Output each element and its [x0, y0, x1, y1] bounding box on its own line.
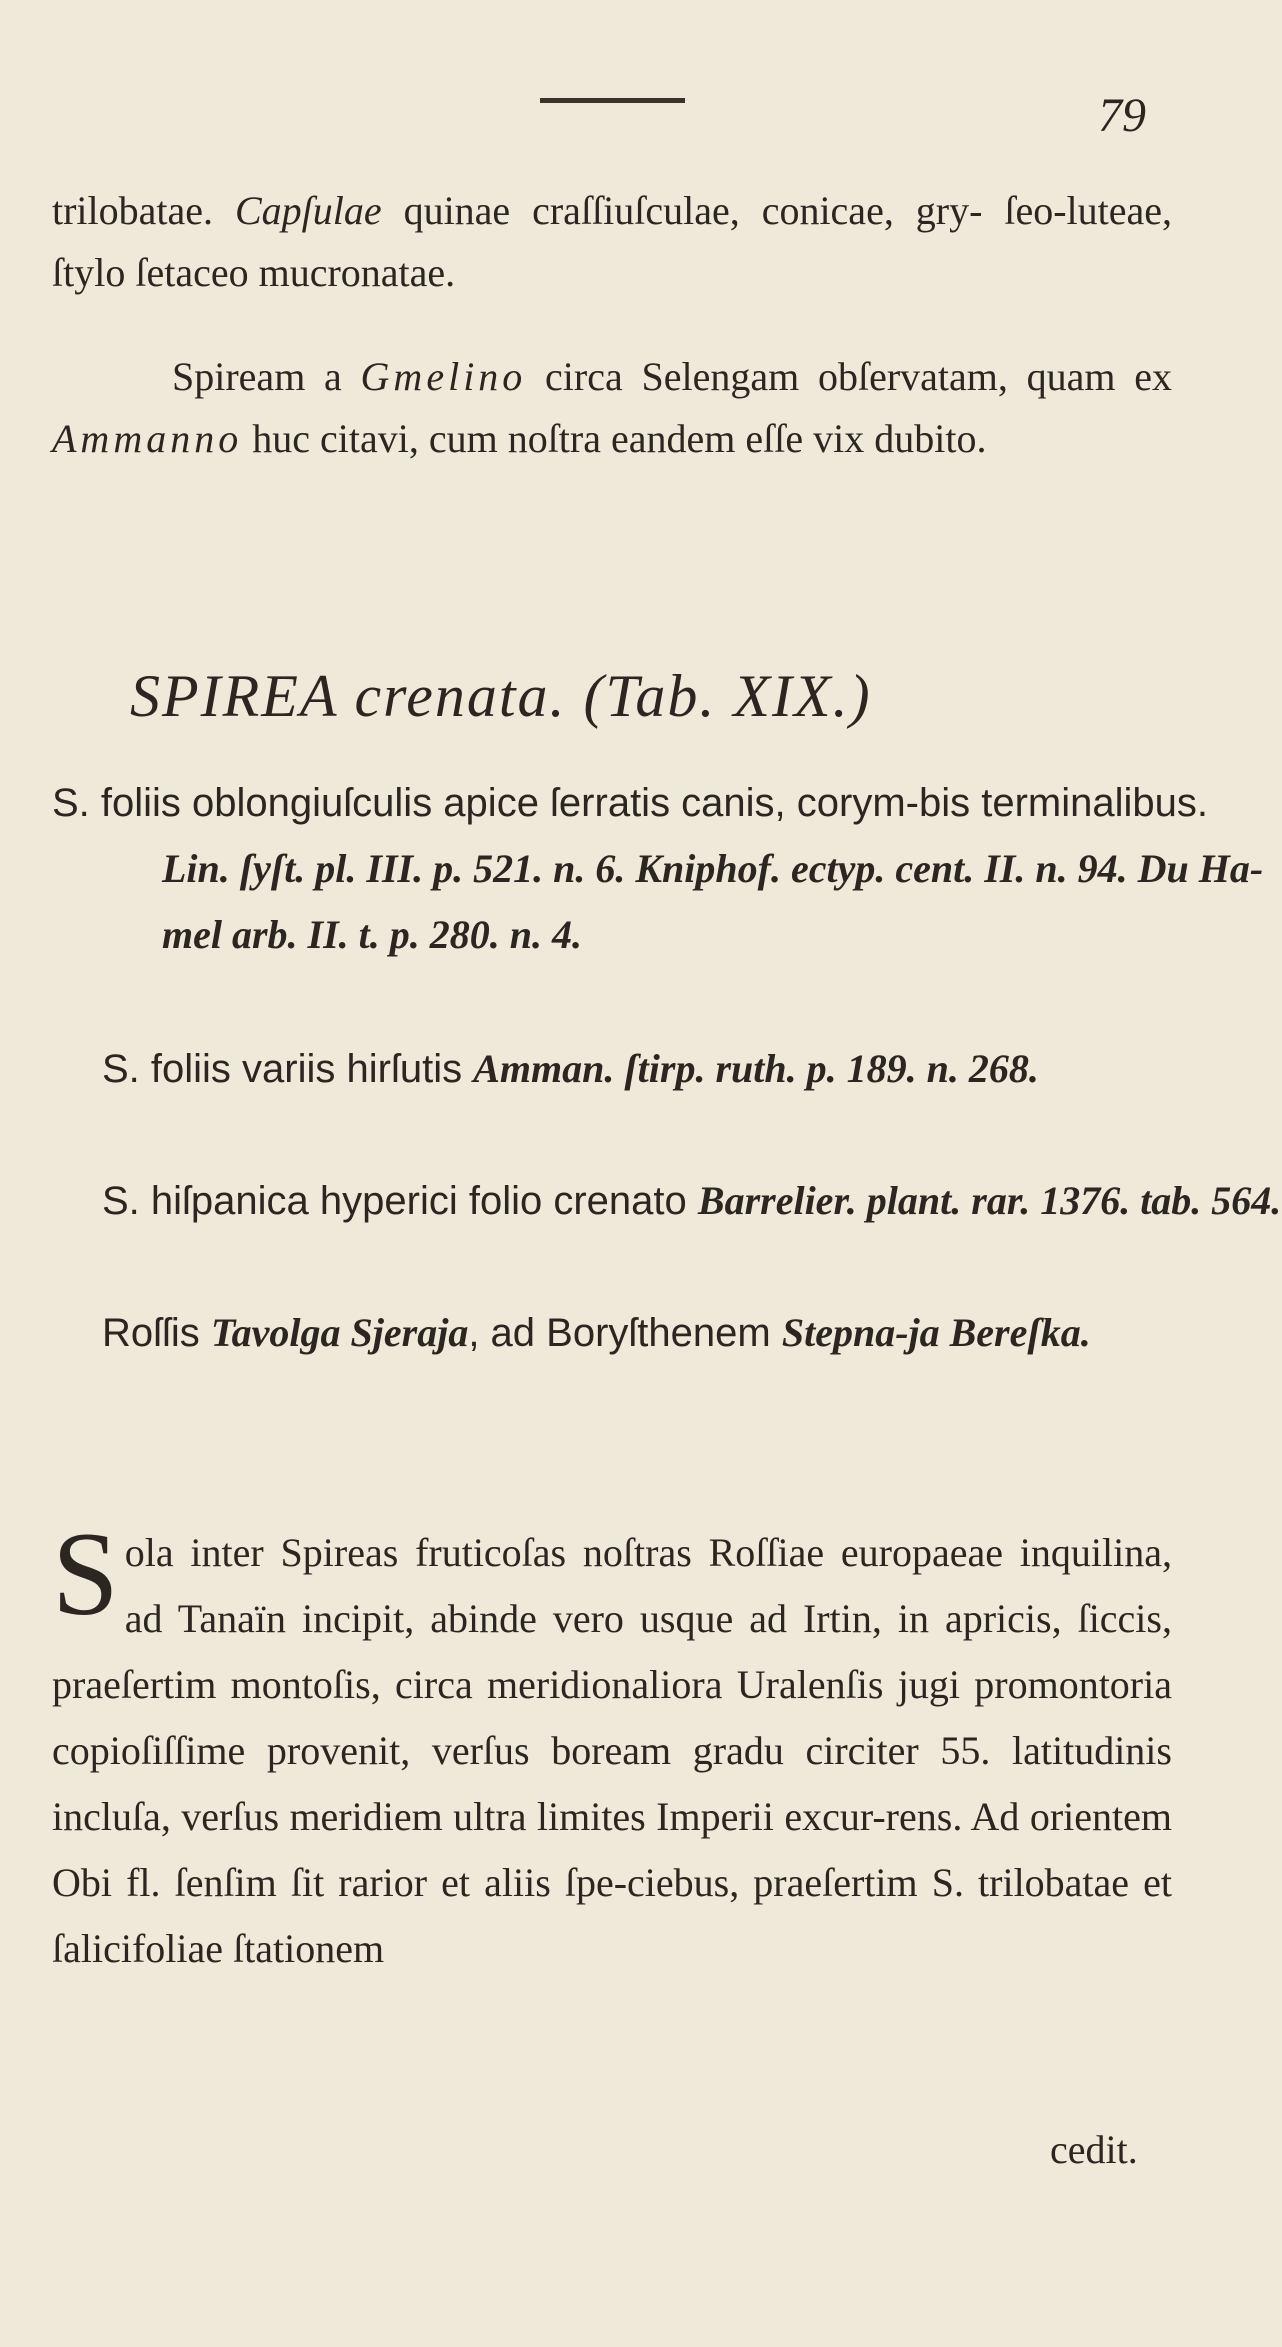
- drop-cap: S: [52, 1507, 119, 1640]
- synonym-4-text: Roſſis: [102, 1311, 211, 1355]
- synonym-4: [52, 1300, 1282, 1366]
- synonym-3-text: S. hiſpanica hyperici folio crenato: [102, 1179, 698, 1223]
- intro-text-cont: quinae craſſiuſculae, conicae, gry-: [381, 188, 983, 233]
- synonym-1: [52, 770, 1282, 968]
- synonym-1-refs: Lin. ſyſt. pl. III. p. 521. n. 6. Kniphof. ectyp. cent. II. n. 94. Du Ha-mel arb. II. t. p. 280. n. 4.: [162, 846, 1264, 957]
- ukrainian-name: Stepna-ja Bereſka.: [781, 1310, 1091, 1355]
- description-paragraph: [52, 1507, 1172, 1982]
- para2-text-c: circa Selengam obſervatam, quam ex: [526, 354, 1172, 399]
- synonym-2: [52, 1036, 1282, 1102]
- para2-text-e: huc citavi, cum noſtra eandem eſſe vix dubito.: [242, 416, 987, 461]
- synonym-2-text: S. foliis variis hirſutis: [102, 1047, 474, 1091]
- intro-text: trilobatae.: [52, 188, 235, 233]
- synonym-1-text: S. foliis oblongiuſculis apice ſerratis canis, corym-bis terminalibus.: [52, 781, 1208, 825]
- intro-paragraph: [52, 180, 1172, 304]
- intro-capsulae: Capſulae: [234, 188, 382, 233]
- synonym-4-text-b: , ad Boryſthenem: [468, 1311, 782, 1355]
- russian-name: Tavolga Sjeraja: [210, 1310, 469, 1355]
- description-end: cedit.: [1050, 2127, 1138, 2172]
- intro-line2: ſeo-luteae, ſtylo ſetaceo mucronatae.: [52, 188, 1173, 295]
- synonym-3: [52, 1168, 1282, 1234]
- author-ammanno: Ammanno: [52, 416, 243, 461]
- para2-text-a: Spiream a: [172, 354, 361, 399]
- header-rule: [540, 98, 685, 103]
- species-heading: SPIREA crenata. (Tab. XIX.): [130, 663, 872, 729]
- synonym-3-refs: Barrelier. plant. rar. 1376. tab. 564.: [697, 1178, 1282, 1223]
- synonym-2-refs: Amman. ſtirp. ruth. p. 189. n. 268.: [473, 1046, 1039, 1091]
- gmelin-paragraph: [52, 346, 1172, 470]
- author-gmelino: Gmelino: [360, 354, 527, 399]
- page-number: 79: [1098, 89, 1146, 142]
- description-text: ola inter Spireas fruticoſas noſtras Roſſiae europaeae inquilina, ad Tanaïn incipit, abinde vero usque ad Irtin, in apricis, ſiccis, praeſertim montoſis, circa meridionaliora Uralenſis jugi promontoria copioſiſſime provenit, verſus boream gradu circiter 55. latitudinis incluſa, verſus meridiem ultra limites Imperii excur-rens. Ad orientem Obi fl. ſenſim ſit rarior et aliis ſpe-ciebus, praeſertim S. trilobatae et ſalicifoliae ſtationem: [52, 1530, 1172, 1971]
